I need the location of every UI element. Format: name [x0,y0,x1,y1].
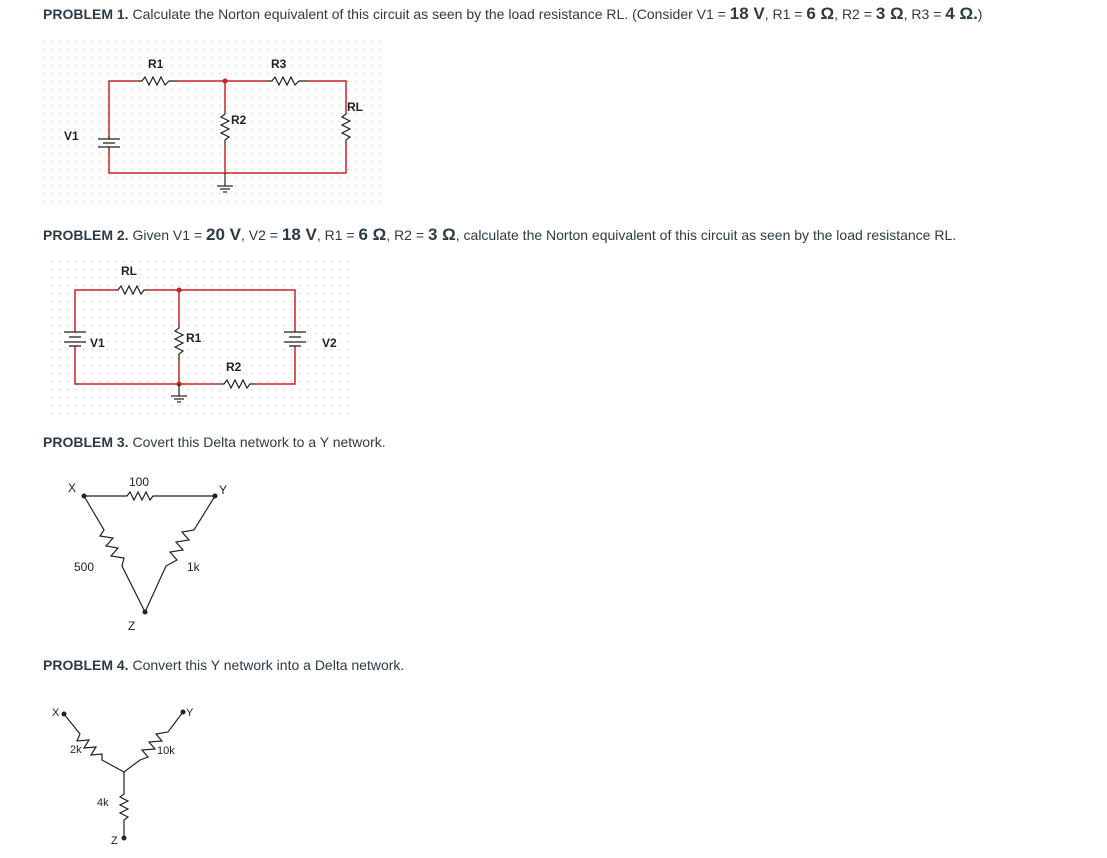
problem-1-heading: PROBLEM 1. [43,6,129,22]
grid-background [40,38,385,203]
label-v1: V1 [64,129,79,143]
resistor-500 [84,496,145,612]
label-y: Y [186,707,194,719]
label-r3: R3 [271,57,287,71]
problem-4-y-network [50,698,210,858]
problem-1-circuit [40,38,385,203]
problem-3-delta-network [60,470,250,635]
label-v2: V2 [322,336,337,350]
problem-4-statement: PROBLEM 4. Convert this Y network into a Delta network. [43,657,405,673]
label-x: X [52,707,60,719]
label-rl: RL [347,100,363,114]
label-x: X [68,481,77,495]
label-rl: RL [121,264,137,278]
resistor-10k [124,712,183,772]
label-v1: V1 [90,336,105,350]
node-z [143,610,148,615]
label-500: 500 [74,560,95,574]
resistor-2k [64,714,124,772]
node-x [62,712,67,717]
resistor-100 [84,492,215,500]
problem-2-heading: PROBLEM 2. [43,227,129,243]
label-z: Z [111,835,118,847]
node-x [82,494,87,499]
node-y [213,494,218,499]
label-r1: R1 [148,57,164,71]
resistor-4k [120,772,128,838]
problem-4-heading: PROBLEM 4. [43,657,129,673]
label-1k: 1k [187,560,200,574]
label-r2: R2 [231,113,247,127]
node-z [122,836,127,841]
label-r1: R1 [186,331,202,345]
problem-3-statement: PROBLEM 3. Covert this Delta network to a Y network. [43,434,386,450]
label-2k: 2k [70,744,82,756]
junction-dot [177,288,182,293]
problem-1-statement: PROBLEM 1. Calculate the Norton equivalent of this circuit as seen by the load resistance RL. (Consider V1 = 18 V, R1 = 6 Ω, R2 = 3 Ω, R3 = 4 Ω.) [43,4,983,23]
problem-3-heading: PROBLEM 3. [43,434,129,450]
problem-2-circuit [48,258,353,420]
label-100: 100 [129,475,150,489]
node-y [181,710,186,715]
label-z: Z [128,619,136,633]
label-4k: 4k [97,797,109,809]
junction-dot [223,79,228,84]
resistor-1k [145,496,215,612]
label-10k: 10k [157,745,175,757]
label-y: Y [219,483,228,497]
label-r2: R2 [226,360,242,374]
problem-2-statement: PROBLEM 2. Given V1 = 20 V, V2 = 18 V, R1 = 6 Ω, R2 = 3 Ω, calculate the Norton equivalent of this circuit as seen by the load resistance RL. [43,225,957,244]
